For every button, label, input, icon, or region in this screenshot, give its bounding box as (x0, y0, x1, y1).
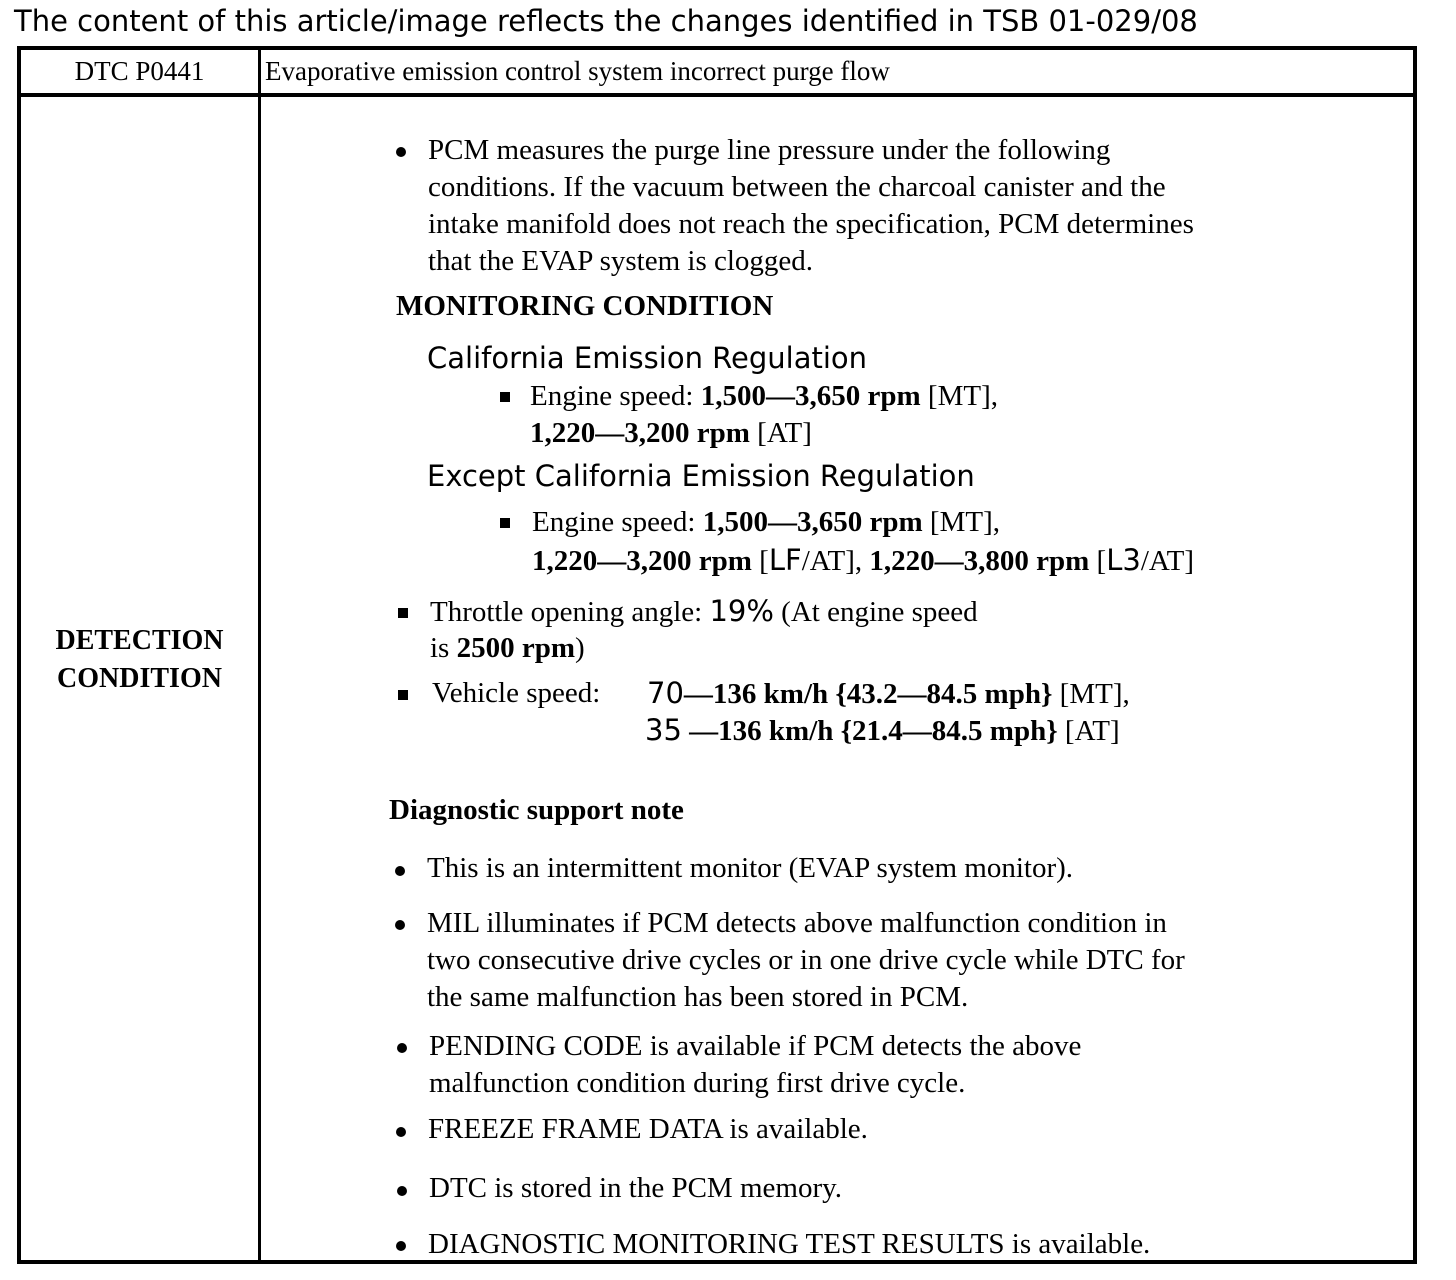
bullet-dot-icon (396, 1241, 406, 1251)
vehicle-speed-line-1 (647, 675, 1130, 713)
intro-line-1: PCM measures the purge line pressure under the following (428, 134, 1111, 166)
transmission-type: [AT] (749, 417, 812, 449)
vehicle-speed-line-2 (645, 712, 1120, 750)
engine-code: L3 (1106, 543, 1141, 577)
detection-condition-label (21, 622, 258, 698)
engine-rpm: 2500 rpm (456, 632, 576, 664)
bullet-dot-icon (397, 1186, 407, 1196)
table-header-row (21, 50, 1413, 97)
bullet-dot-icon (397, 1043, 407, 1053)
intro-line-4: that the EVAP system is clogged. (428, 245, 814, 277)
support-item-2-line-3: the same malfunction has been stored in PCM. (427, 981, 969, 1013)
bullet-square-icon (398, 690, 408, 700)
condition-text: is (430, 632, 457, 664)
bullet-dot-icon (396, 1127, 406, 1137)
support-item-1: This is an intermittent monitor (EVAP system monitor). (427, 852, 1074, 884)
bullet-dot-icon (395, 866, 405, 876)
support-item-3-line-2: malfunction condition during first drive cycle. (429, 1067, 966, 1099)
tsb-notice: The content of this article/image reflects the changes identified in TSB 01-029/08 (14, 4, 1198, 38)
throttle-line-2 (430, 630, 585, 667)
bracket-text: /AT], (801, 545, 870, 577)
speed-range: 1,220—3,200 rpm (532, 545, 752, 577)
vehicle-speed-label: Vehicle speed: (432, 677, 601, 709)
support-item-4: FREEZE FRAME DATA is available. (428, 1113, 868, 1145)
speed-start: 70 (647, 676, 684, 710)
condition-text: ) (575, 632, 585, 664)
speed-range: 1,220—3,200 rpm (530, 417, 750, 449)
support-item-5: DTC is stored in the PCM memory. (429, 1172, 842, 1204)
speed-start: 35 (645, 713, 682, 747)
transmission-type: [AT] (1057, 715, 1120, 747)
dtc-code-cell: DTC P0441 (21, 50, 261, 93)
speed-range: 1,220—3,800 rpm (869, 545, 1090, 577)
speed-range: —136 km/h {21.4—84.5 mph} (681, 715, 1058, 747)
transmission-type: [MT], (920, 380, 998, 412)
support-note-title: Diagnostic support note (389, 794, 684, 826)
throttle-line-1 (430, 593, 978, 631)
except-california-speed-line-1 (532, 504, 1000, 541)
bullet-dot-icon (396, 147, 406, 157)
label-text: Engine speed: (530, 380, 701, 412)
throttle-value: 19% (709, 594, 774, 628)
california-speed-line-2 (530, 415, 812, 452)
support-item-6: DIAGNOSTIC MONITORING TEST RESULTS is available. (428, 1228, 1151, 1260)
bullet-square-icon (500, 392, 510, 402)
california-speed-line-1 (530, 378, 998, 415)
transmission-type: [MT], (922, 506, 1000, 538)
speed-range: —136 km/h {43.2—84.5 mph} (683, 678, 1053, 710)
bullet-square-icon (398, 608, 408, 618)
intro-line-2: conditions. If the vacuum between the charcoal canister and the (428, 171, 1166, 203)
condition-text: (At engine speed (773, 596, 978, 628)
dtc-description-cell: Evaporative emission control system incorrect purge flow (265, 56, 890, 86)
bullet-dot-icon (395, 920, 405, 930)
label-text: Throttle opening angle: (430, 596, 710, 628)
bullet-square-icon (500, 518, 510, 528)
bracket-text: [ (751, 545, 769, 577)
column-divider (258, 93, 261, 1260)
engine-code: LF (768, 543, 802, 577)
support-item-2-line-2: two consecutive drive cycles or in one drive cycle while DTC for (427, 944, 1185, 976)
label-line-2: CONDITION (57, 663, 222, 694)
speed-range: 1,500—3,650 rpm (702, 506, 923, 538)
bracket-text: [ (1089, 545, 1107, 577)
bracket-text: /AT] (1140, 545, 1194, 577)
intro-line-3: intake manifold does not reach the specification, PCM determines (428, 208, 1194, 240)
transmission-type: [MT], (1052, 678, 1130, 710)
label-text: Engine speed: (532, 506, 703, 538)
speed-range: 1,500—3,650 rpm (700, 380, 921, 412)
monitoring-condition-title: MONITORING CONDITION (396, 290, 774, 322)
label-line-1: DETECTION (55, 625, 224, 656)
except-california-title: Except California Emission Regulation (427, 459, 975, 493)
except-california-speed-line-2 (532, 542, 1194, 580)
california-title: California Emission Regulation (427, 341, 868, 375)
support-item-3-line-1: PENDING CODE is available if PCM detects the above (429, 1030, 1082, 1062)
support-item-2-line-1: MIL illuminates if PCM detects above malfunction condition in (427, 907, 1167, 939)
